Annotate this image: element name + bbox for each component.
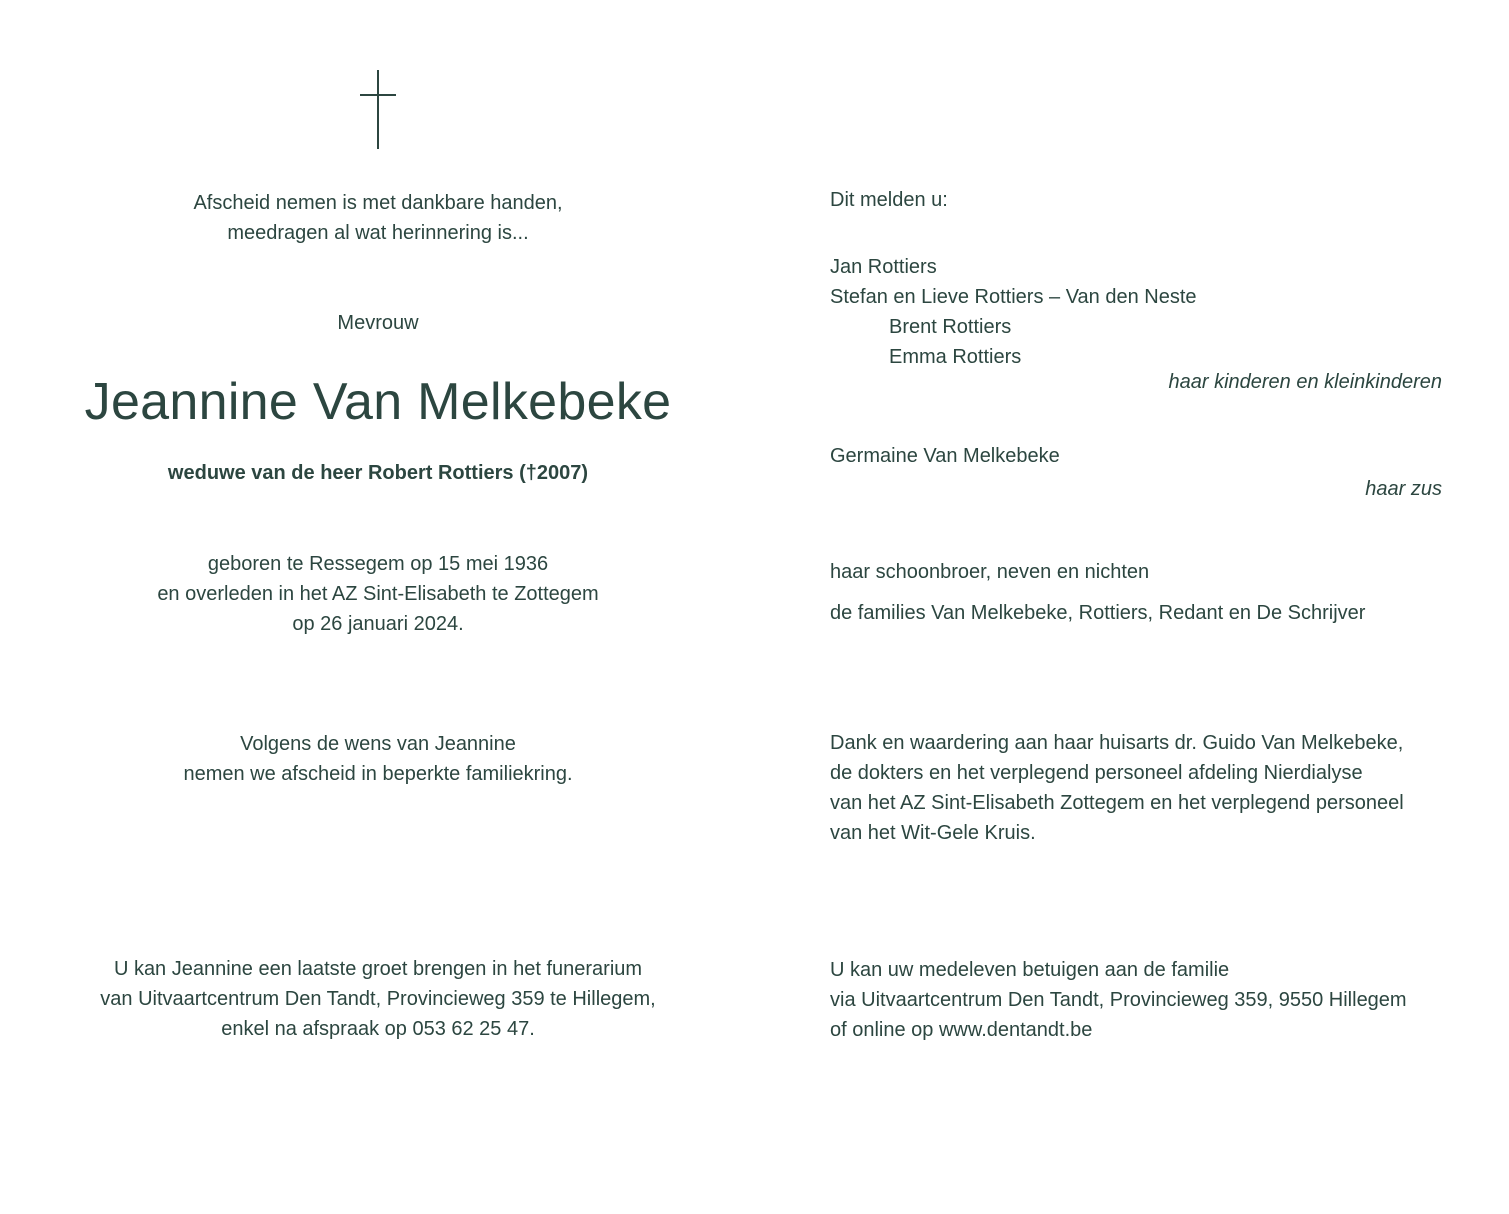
- deceased-name: Jeannine Van Melkebeke: [84, 373, 672, 431]
- cross-icon: [360, 70, 396, 150]
- families-line: de families Van Melkebeke, Rottiers, Redant en De Schrijver: [830, 602, 1366, 624]
- condolence-line: U kan uw medeleven betuigen aan de familie: [830, 959, 1230, 981]
- condolence-text: [830, 955, 1470, 1045]
- funerarium-visit: [60, 954, 696, 1044]
- sister-name: Germaine Van Melkebeke: [830, 445, 1060, 467]
- children-role: haar kinderen en kleinkinderen: [1168, 371, 1442, 393]
- detail-line: geboren te Ressegem op 15 mei 1936: [207, 553, 549, 575]
- condolence-line: via Uitvaartcentrum Den Tandt, Provincieweg 359, 9550 Hillegem: [830, 989, 1407, 1011]
- thanks-line: de dokters en het verplegend personeel afdeling Nierdialyse: [830, 762, 1363, 784]
- detail-line: op 26 januari 2024.: [292, 613, 464, 635]
- family-member: Stefan en Lieve Rottiers – Van den Neste: [830, 286, 1197, 308]
- condolence-line: of online op www.dentandt.be: [830, 1019, 1093, 1041]
- thanks-line: van het AZ Sint-Elisabeth Zottegem en het verplegend personeel: [830, 792, 1404, 814]
- visit-line: enkel na afspraak op 053 62 25 47.: [221, 1018, 535, 1040]
- children-list: [830, 252, 1470, 372]
- relatives-line: haar schoonbroer, neven en nichten: [830, 561, 1150, 583]
- family-member: Brent Rottiers: [889, 316, 1012, 338]
- thanks-text: [830, 728, 1470, 848]
- quote-line: meedragen al wat herinnering is...: [227, 222, 529, 244]
- visit-line: van Uitvaartcentrum Den Tandt, Provincieweg 359 te Hillegem,: [100, 988, 656, 1010]
- announce-heading: Dit melden u:: [830, 189, 948, 211]
- family-member: Jan Rottiers: [830, 256, 937, 278]
- thanks-line: Dank en waardering aan haar huisarts dr. Guido Van Melkebeke,: [830, 732, 1404, 754]
- quote-line: Afscheid nemen is met dankbare handen,: [193, 192, 563, 214]
- thanks-line: van het Wit-Gele Kruis.: [830, 822, 1036, 844]
- wish-line: nemen we afscheid in beperkte familiekring.: [183, 763, 573, 785]
- visit-line: U kan Jeannine een laatste groet brengen in het funerarium: [113, 958, 643, 980]
- sister-role: haar zus: [1365, 478, 1442, 500]
- wish-line: Volgens de wens van Jeannine: [240, 733, 516, 755]
- widow-line: weduwe van de heer Robert Rottiers (†2007): [167, 462, 589, 484]
- opening-quote: [60, 188, 696, 248]
- detail-line: en overleden in het AZ Sint-Elisabeth te Zottegem: [157, 583, 599, 605]
- family-member: Emma Rottiers: [889, 346, 1022, 368]
- farewell-wish: [60, 729, 696, 789]
- birth-death-details: [60, 549, 696, 639]
- salutation: Mevrouw: [337, 312, 419, 334]
